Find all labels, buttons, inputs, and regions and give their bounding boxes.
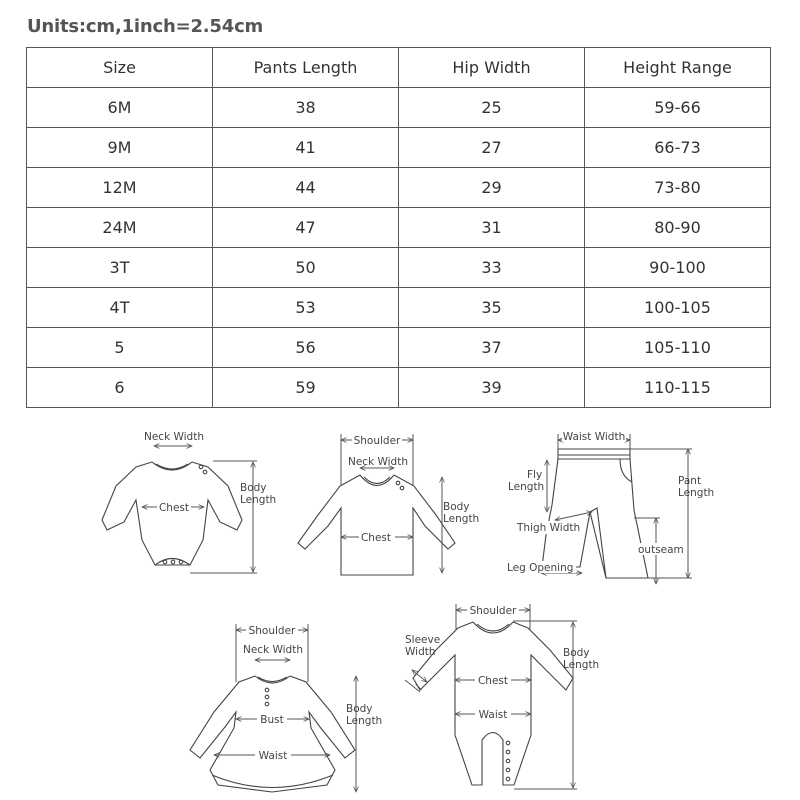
dress-button [265, 702, 269, 706]
waist-label: Waist [258, 750, 288, 762]
bodysuit-neckband [156, 464, 188, 469]
bust-label: Bust [260, 714, 284, 726]
pants-waistband [558, 449, 630, 459]
shoulder-button [400, 486, 404, 490]
cell-hip-width: 27 [399, 128, 585, 168]
cell-hip-width: 31 [399, 208, 585, 248]
cell-height-range: 100-105 [585, 288, 771, 328]
dress-hem [212, 775, 333, 788]
neck-width-label: Neck Width [347, 456, 409, 468]
cell-hip-width: 39 [399, 368, 585, 408]
leg-opening-label: Leg Opening [507, 562, 574, 574]
cell-height-range: 80-90 [585, 208, 771, 248]
units-note: Units:cm,1inch=2.54cm [27, 16, 264, 37]
body-length-label-line2: Length [563, 659, 600, 671]
pants-diagram [506, 430, 714, 584]
cell-size: 5 [27, 328, 213, 368]
dress-outline [190, 676, 355, 792]
header-height-range: Height Range [585, 48, 771, 88]
body-length-label-line2: Length [346, 715, 383, 727]
snap-button [506, 759, 510, 763]
cell-size: 3T [27, 248, 213, 288]
cell-pants-length: 38 [213, 88, 399, 128]
bodysuit-diagram [102, 431, 276, 573]
thigh-width-arrow [555, 512, 592, 520]
header-pants-length: Pants Length [213, 48, 399, 88]
pant-length-label-line2: Length [678, 487, 715, 499]
dress-button [265, 688, 269, 692]
cell-pants-length: 50 [213, 248, 399, 288]
cell-height-range: 73-80 [585, 168, 771, 208]
dress-diagram [190, 623, 382, 792]
cell-size: 12M [27, 168, 213, 208]
cell-hip-width: 35 [399, 288, 585, 328]
waist-label: Waist [478, 709, 508, 721]
cell-size: 6M [27, 88, 213, 128]
sleeve-width-label-line2: Width [405, 646, 436, 658]
header-hip-width: Hip Width [399, 48, 585, 88]
pants-front-leg [590, 512, 606, 578]
cell-height-range: 110-115 [585, 368, 771, 408]
shoulder-button [203, 470, 207, 474]
romper-outline [413, 622, 573, 785]
body-length-label-line1: Body [240, 482, 267, 494]
shirt-outline [298, 475, 455, 575]
cell-pants-length: 56 [213, 328, 399, 368]
body-length-label-line2: Length [443, 513, 480, 525]
fly-length-label-line1: Fly [527, 469, 543, 481]
cell-pants-length: 41 [213, 128, 399, 168]
dress-button [265, 695, 269, 699]
body-length-label-line1: Body [563, 647, 590, 659]
cell-pants-length: 53 [213, 288, 399, 328]
shoulder-label: Shoulder [469, 605, 517, 617]
chest-label: Chest [477, 675, 509, 687]
neck-width-label: Neck Width [143, 431, 205, 443]
cell-size: 4T [27, 288, 213, 328]
body-length-label-line1: Body [346, 703, 373, 715]
chest-label: Chest [158, 502, 190, 514]
cell-height-range: 90-100 [585, 248, 771, 288]
cell-hip-width: 33 [399, 248, 585, 288]
shoulder-label: Shoulder [353, 435, 401, 447]
cell-hip-width: 29 [399, 168, 585, 208]
snap-button [506, 768, 510, 772]
outseam-label: outseam [638, 544, 684, 556]
snap-button [506, 741, 510, 745]
cell-height-range: 59-66 [585, 88, 771, 128]
header-size: Size [27, 48, 213, 88]
romper-diagram [405, 603, 599, 789]
cell-height-range: 66-73 [585, 128, 771, 168]
cell-height-range: 105-110 [585, 328, 771, 368]
shoulder-button [396, 481, 400, 485]
shoulder-label: Shoulder [248, 625, 296, 637]
chest-label: Chest [360, 532, 392, 544]
cell-pants-length: 47 [213, 208, 399, 248]
cell-size: 9M [27, 128, 213, 168]
shoulder-button [199, 465, 203, 469]
cell-hip-width: 25 [399, 88, 585, 128]
body-length-label-line1: Body [443, 501, 470, 513]
snap-button [506, 777, 510, 781]
cell-size: 6 [27, 368, 213, 408]
cell-hip-width: 37 [399, 328, 585, 368]
shirt-diagram [298, 433, 479, 575]
fly-length-label-line2: Length [508, 481, 545, 493]
pants-back-leg [542, 459, 648, 578]
pant-length-label-line1: Pant [678, 475, 702, 487]
cell-pants-length: 44 [213, 168, 399, 208]
neck-width-label: Neck Width [242, 644, 304, 656]
snap-button [179, 560, 183, 564]
cell-size: 24M [27, 208, 213, 248]
thigh-width-label: Thigh Width [517, 522, 581, 534]
snap-button [171, 560, 175, 564]
snap-button [506, 750, 510, 754]
body-length-label-line2: Length [240, 494, 277, 506]
snap-button [163, 560, 167, 564]
cell-pants-length: 59 [213, 368, 399, 408]
waist-width-label: Waist Width [562, 431, 626, 443]
sleeve-width-label-line1: Sleeve [405, 634, 441, 646]
